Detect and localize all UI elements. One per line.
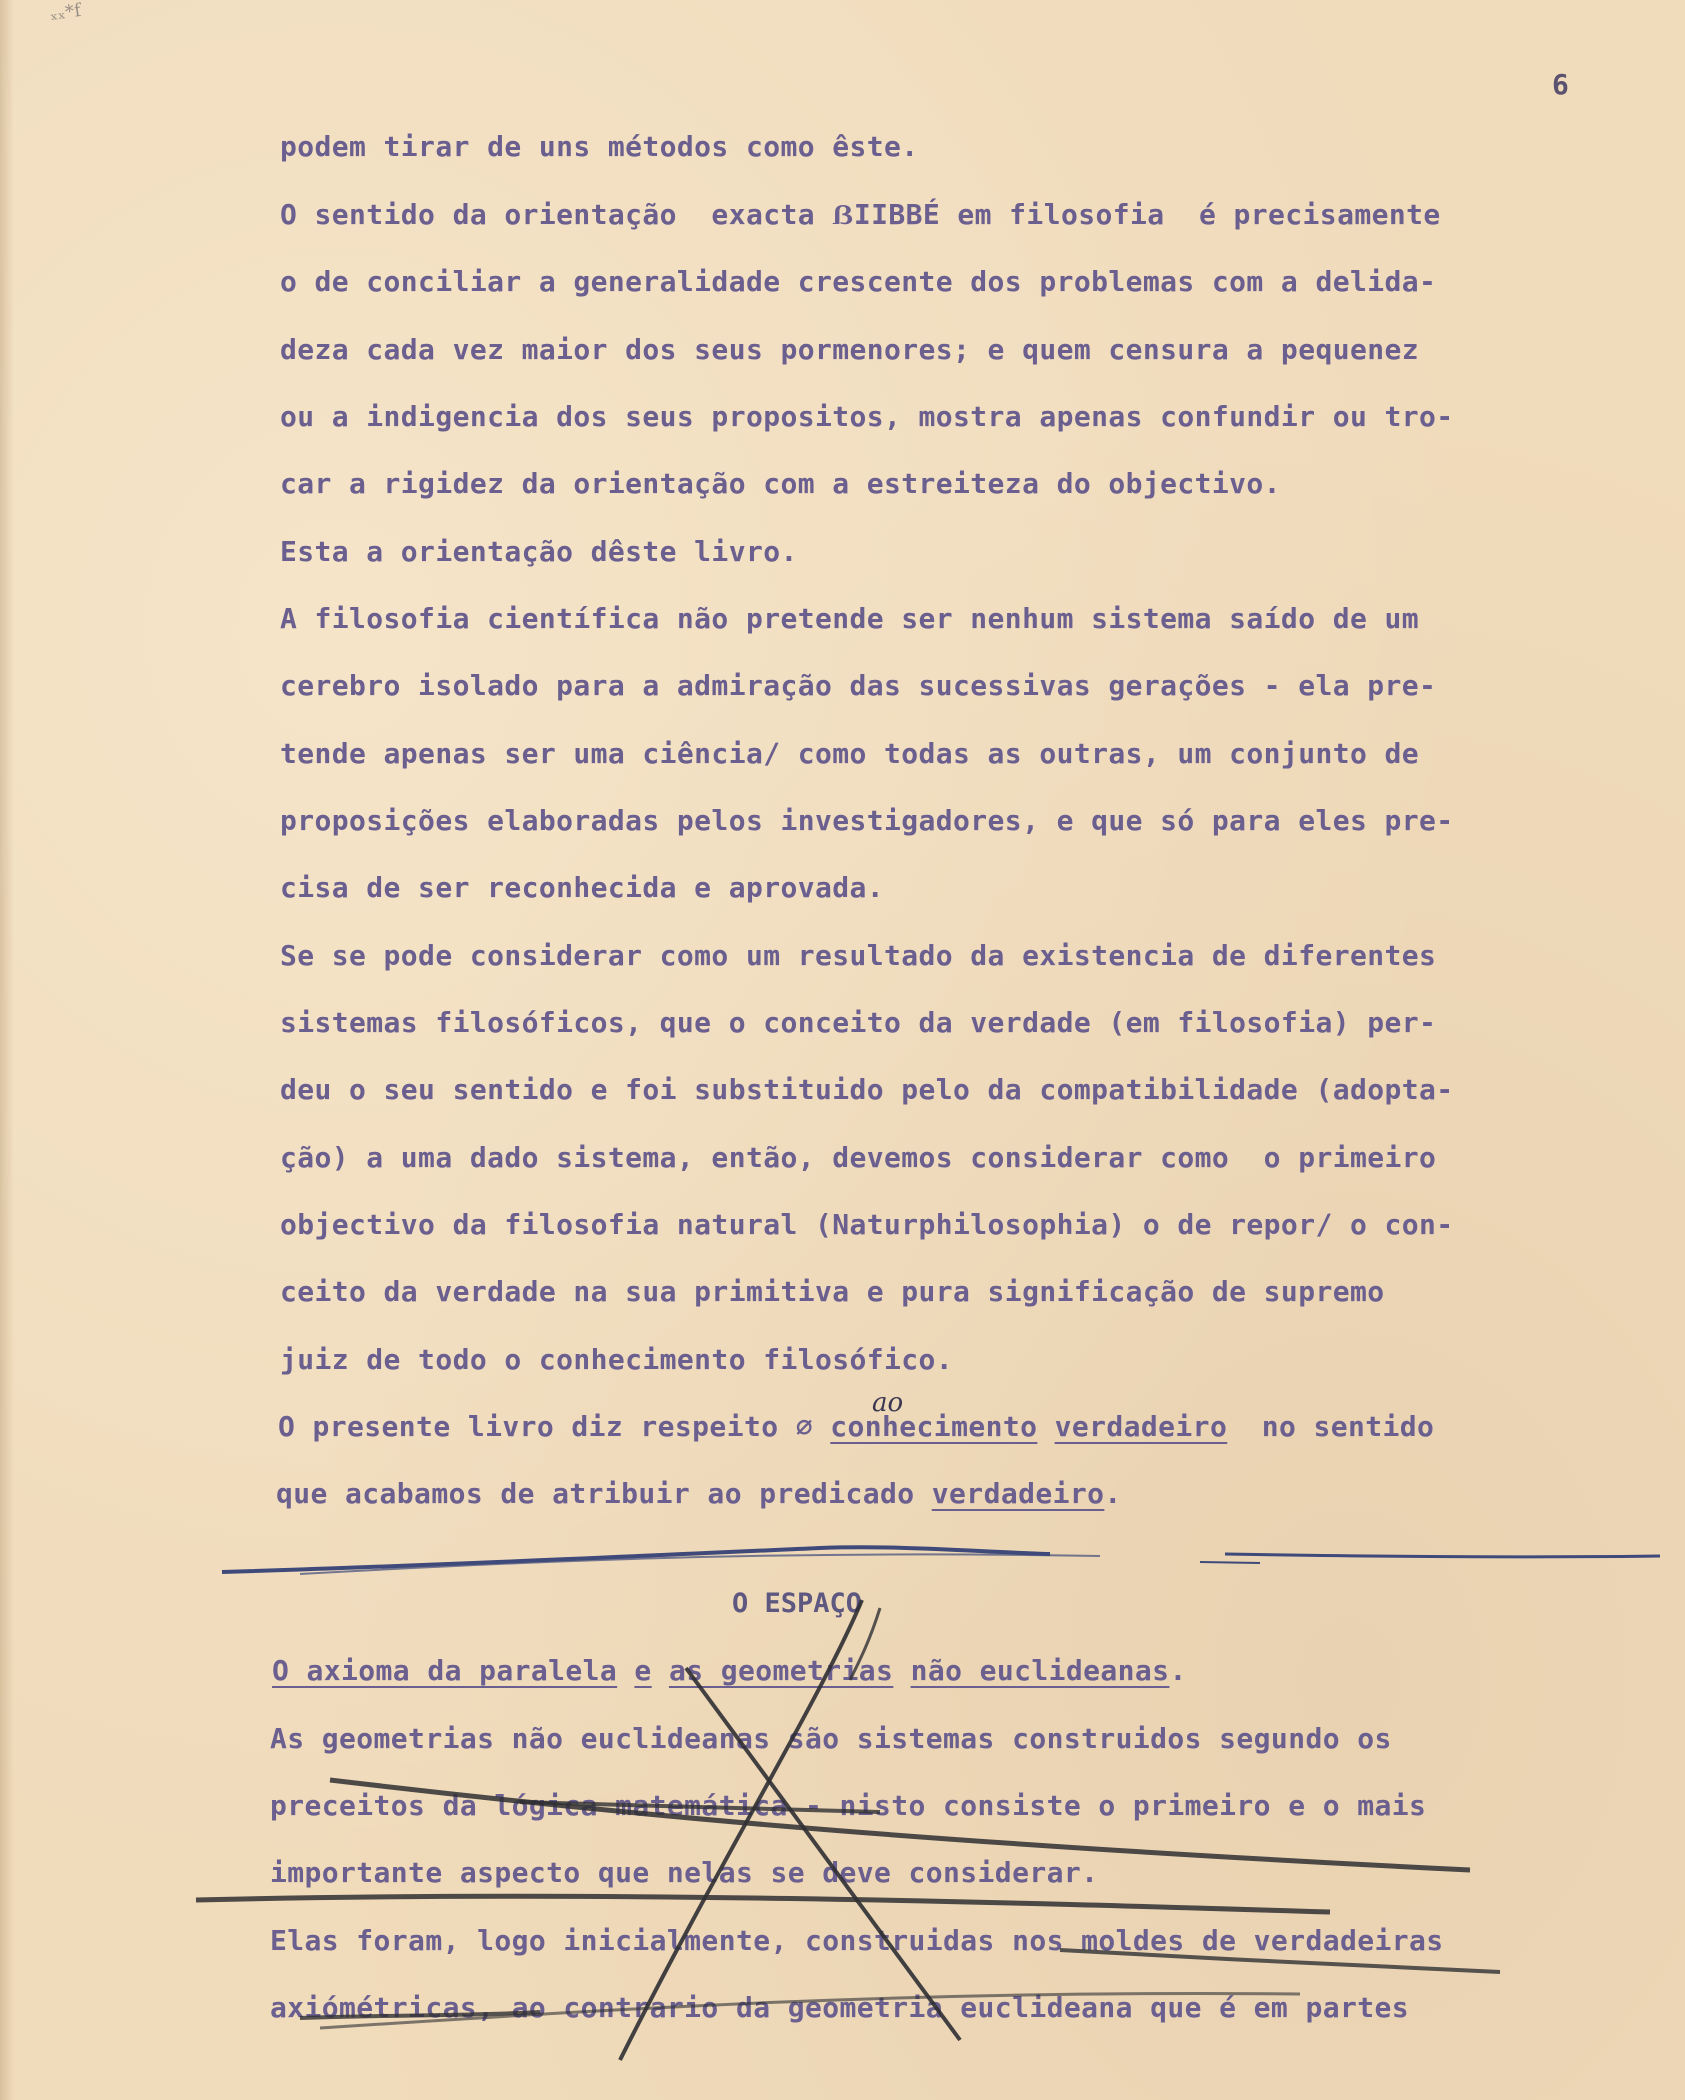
body-line: ceito da verdade na sua primitiva e pura significação de supremo [280, 1275, 1385, 1308]
body-line: deza cada vez maior dos seus pormenores; e quem censura a pequenez [280, 333, 1419, 366]
section-line: Elas foram, logo inicialmente, construidas nos moldes de verdadeiras [270, 1924, 1444, 1957]
underlined-term: verdadeiro [931, 1477, 1105, 1510]
body-line: podem tirar de uns métodos como êste. [280, 130, 919, 163]
body-line: tende apenas ser uma ciência∕ como todas as outras, um conjunto de [280, 737, 1419, 770]
text-run [893, 1654, 910, 1687]
body-line: O sentido da orientação exacta ẞIIBBÉ em filosofia é precisamente [280, 198, 1441, 231]
underlined-term: verdadeiro [1054, 1410, 1228, 1443]
section-heading: O ESPAÇO [732, 1588, 863, 1619]
struck-mark: ∅ [795, 1410, 813, 1443]
body-line [278, 1410, 1434, 1443]
underlined-term: e [634, 1654, 652, 1687]
body-line: A filosofia científica não pretende ser nenhum sistema saído de um [280, 602, 1419, 635]
body-line: car a rigidez da orientação com a estreiteza do objectivo. [280, 467, 1281, 500]
paper-edge-shadow [0, 0, 14, 2100]
page-number: 6 [1552, 68, 1569, 101]
section-line: importante aspecto que nelas se deve considerar. [270, 1856, 1099, 1889]
text-run: . [1104, 1477, 1122, 1510]
body-line: cerebro isolado para a admiração das sucessivas gerações - ela pre- [280, 669, 1437, 702]
underlined-term: não euclideanas [910, 1654, 1170, 1687]
body-line [276, 1477, 1122, 1510]
text-run [652, 1654, 669, 1687]
body-line: proposições elaboradas pelos investigadores, e que só para eles pre- [280, 804, 1454, 837]
section-line: preceitos da lógica matemática - nisto consiste o primeiro e o mais [270, 1789, 1427, 1822]
body-line: Se se pode considerar como um resultado da existencia de diferentes [280, 939, 1437, 972]
body-line: ou a indigencia dos seus propositos, mostra apenas confundir ou tro- [280, 400, 1454, 433]
body-line: o de conciliar a generalidade crescente dos problemas com a delida- [280, 265, 1437, 298]
underlined-term: conhecimento [830, 1410, 1038, 1443]
body-line: juiz de todo o conhecimento filosófico. [280, 1343, 954, 1376]
text-run: O presente livro diz respeito [278, 1410, 796, 1443]
text-run [1037, 1410, 1054, 1443]
underlined-term: O axioma da paralela [272, 1654, 618, 1687]
section-line: As geometrias não euclideanas são sistemas construidos segundo os [270, 1722, 1392, 1755]
text-run: . [1169, 1654, 1187, 1687]
text-run [617, 1654, 634, 1687]
body-line: objectivo da filosofia natural (Naturphilosophia) o de repor∕ o con- [280, 1208, 1454, 1241]
body-line: deu o seu sentido e foi substituido pelo da compatibilidade (adopta- [280, 1073, 1454, 1106]
text-run: no sentido [1227, 1410, 1435, 1443]
body-line: Esta a orientação dêste livro. [280, 535, 798, 568]
body-line: cisa de ser reconhecida e aprovada. [280, 871, 885, 904]
text-run [813, 1410, 830, 1443]
body-line: ção) a uma dado sistema, então, devemos considerar como o primeiro [280, 1141, 1437, 1174]
body-line: sistemas filosóficos, que o conceito da verdade (em filosofia) per- [280, 1006, 1437, 1039]
underlined-term: as geometrias [668, 1654, 894, 1687]
text-run: que acabamos de atribuir ao predicado [276, 1477, 932, 1510]
section-line: axiómétricas, ao contrario da geometria euclideana que é em partes [270, 1991, 1409, 2024]
corner-annotation: ₓₓ*f [48, 0, 83, 26]
section-subheading [272, 1654, 1187, 1687]
handwritten-insertion: ao [872, 1388, 904, 1418]
